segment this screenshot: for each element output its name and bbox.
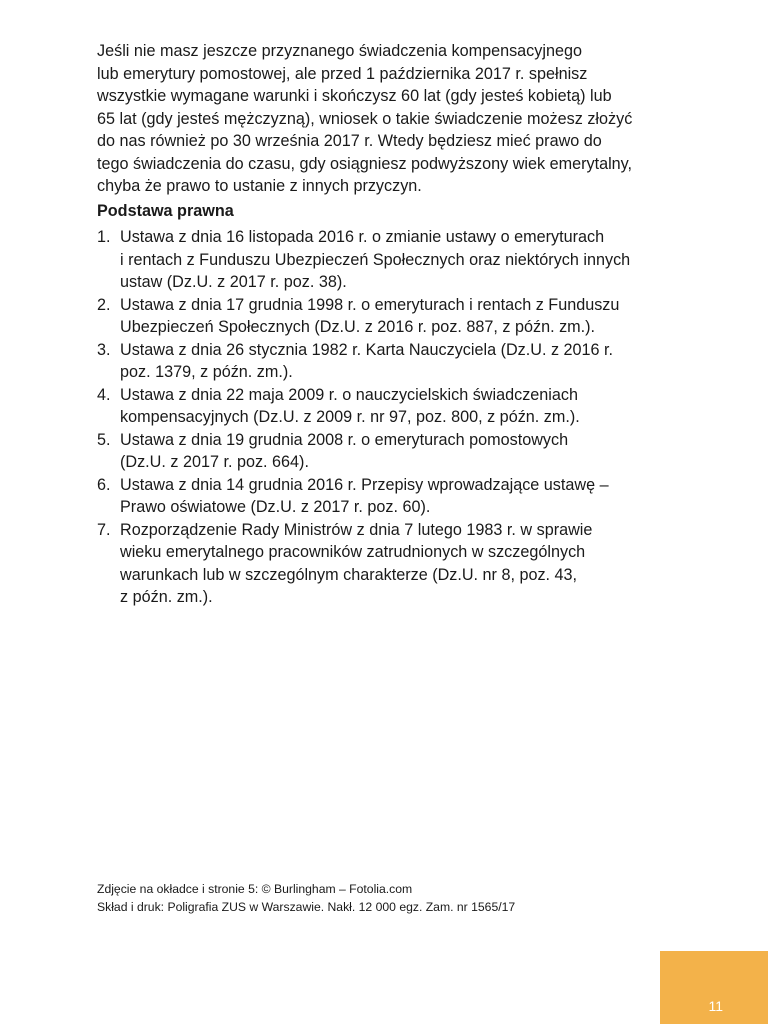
legal-basis-item bbox=[97, 339, 677, 384]
legal-basis-item bbox=[97, 429, 677, 474]
item-line: poz. 1379, z późn. zm.). bbox=[120, 363, 293, 381]
item-line: Ustawa z dnia 26 stycznia 1982 r. Karta Nauczyciela (Dz.U. z 2016 r. bbox=[120, 340, 614, 359]
item-text bbox=[120, 226, 677, 294]
item-line: Prawo oświatowe (Dz.U. z 2017 r. poz. 60). bbox=[120, 498, 431, 516]
intro-line: wszystkie wymagane warunki i skończysz 60 lat (gdy jesteś kobietą) lub bbox=[97, 87, 612, 105]
intro-paragraph bbox=[97, 40, 677, 198]
item-number: 6. bbox=[97, 475, 111, 494]
item-number: 2. bbox=[97, 295, 111, 314]
legal-basis-item bbox=[97, 474, 677, 519]
page-number-tab bbox=[660, 951, 768, 1024]
intro-line: lub emerytury pomostowej, ale przed 1 października 2017 r. spełnisz bbox=[97, 64, 588, 83]
legal-basis-list bbox=[97, 226, 677, 609]
item-number: 4. bbox=[97, 385, 111, 404]
photo-credit: Zdjęcie na okładce i stronie 5: © Burlingham – Fotolia.com bbox=[97, 882, 413, 896]
item-text bbox=[120, 429, 677, 474]
colophon bbox=[97, 880, 515, 916]
legal-basis-heading: Podstawa prawna bbox=[97, 202, 234, 220]
legal-basis-item bbox=[97, 226, 677, 294]
item-line: (Dz.U. z 2017 r. poz. 664). bbox=[120, 453, 309, 471]
item-text bbox=[120, 294, 677, 339]
item-number: 3. bbox=[97, 340, 111, 359]
item-line: Ustawa z dnia 16 listopada 2016 r. o zmianie ustawy o emeryturach bbox=[120, 228, 605, 246]
item-text bbox=[120, 519, 677, 609]
item-line: Ustawa z dnia 17 grudnia 1998 r. o emeryturach i rentach z Funduszu bbox=[120, 295, 620, 314]
intro-line: Jeśli nie masz jeszcze przyznanego świadczenia kompensacyjnego bbox=[97, 42, 582, 60]
page-number: 11 bbox=[708, 998, 723, 1014]
item-line: Ubezpieczeń Społecznych (Dz.U. z 2016 r. poz. 887, z późn. zm.). bbox=[120, 318, 596, 336]
item-text bbox=[120, 339, 677, 384]
item-line: warunkach lub w szczególnym charakterze (Dz.U. nr 8, poz. 43, bbox=[120, 565, 578, 584]
legal-basis-item bbox=[97, 519, 677, 609]
item-line: Ustawa z dnia 22 maja 2009 r. o nauczycielskich świadczeniach bbox=[120, 385, 578, 404]
item-number: 1. bbox=[97, 228, 111, 246]
item-line: Rozporządzenie Rady Ministrów z dnia 7 lutego 1983 r. w sprawie bbox=[120, 520, 593, 539]
print-info: Skład i druk: Poligrafia ZUS w Warszawie. Nakł. 12 000 egz. Zam. nr 1565/17 bbox=[97, 900, 516, 914]
item-line: z późn. zm.). bbox=[120, 588, 213, 606]
item-line: Ustawa z dnia 14 grudnia 2016 r. Przepisy wprowadzające ustawę – bbox=[120, 475, 609, 494]
item-text bbox=[120, 384, 677, 429]
legal-basis-item bbox=[97, 384, 677, 429]
intro-line: tego świadczenia do czasu, gdy osiągniesz podwyższony wiek emerytalny, bbox=[97, 154, 633, 173]
item-line: i rentach z Funduszu Ubezpieczeń Społecznych oraz niektórych innych bbox=[120, 250, 631, 269]
intro-line: chyba że prawo to ustanie z innych przyczyn. bbox=[97, 177, 422, 195]
item-text bbox=[120, 474, 677, 519]
item-line: wieku emerytalnego pracowników zatrudnionych w szczególnych bbox=[120, 543, 586, 561]
intro-line: do nas również po 30 września 2017 r. Wtedy będziesz mieć prawo do bbox=[97, 132, 602, 150]
intro-line: 65 lat (gdy jesteś mężczyzną), wniosek o takie świadczenie możesz złożyć bbox=[97, 109, 633, 128]
item-line: kompensacyjnych (Dz.U. z 2009 r. nr 97, poz. 800, z późn. zm.). bbox=[120, 408, 580, 426]
item-number: 5. bbox=[97, 430, 111, 449]
item-line: Ustawa z dnia 19 grudnia 2008 r. o emeryturach pomostowych bbox=[120, 430, 569, 449]
item-number: 7. bbox=[97, 520, 111, 539]
legal-basis-item bbox=[97, 294, 677, 339]
item-line: ustaw (Dz.U. z 2017 r. poz. 38). bbox=[120, 273, 347, 291]
